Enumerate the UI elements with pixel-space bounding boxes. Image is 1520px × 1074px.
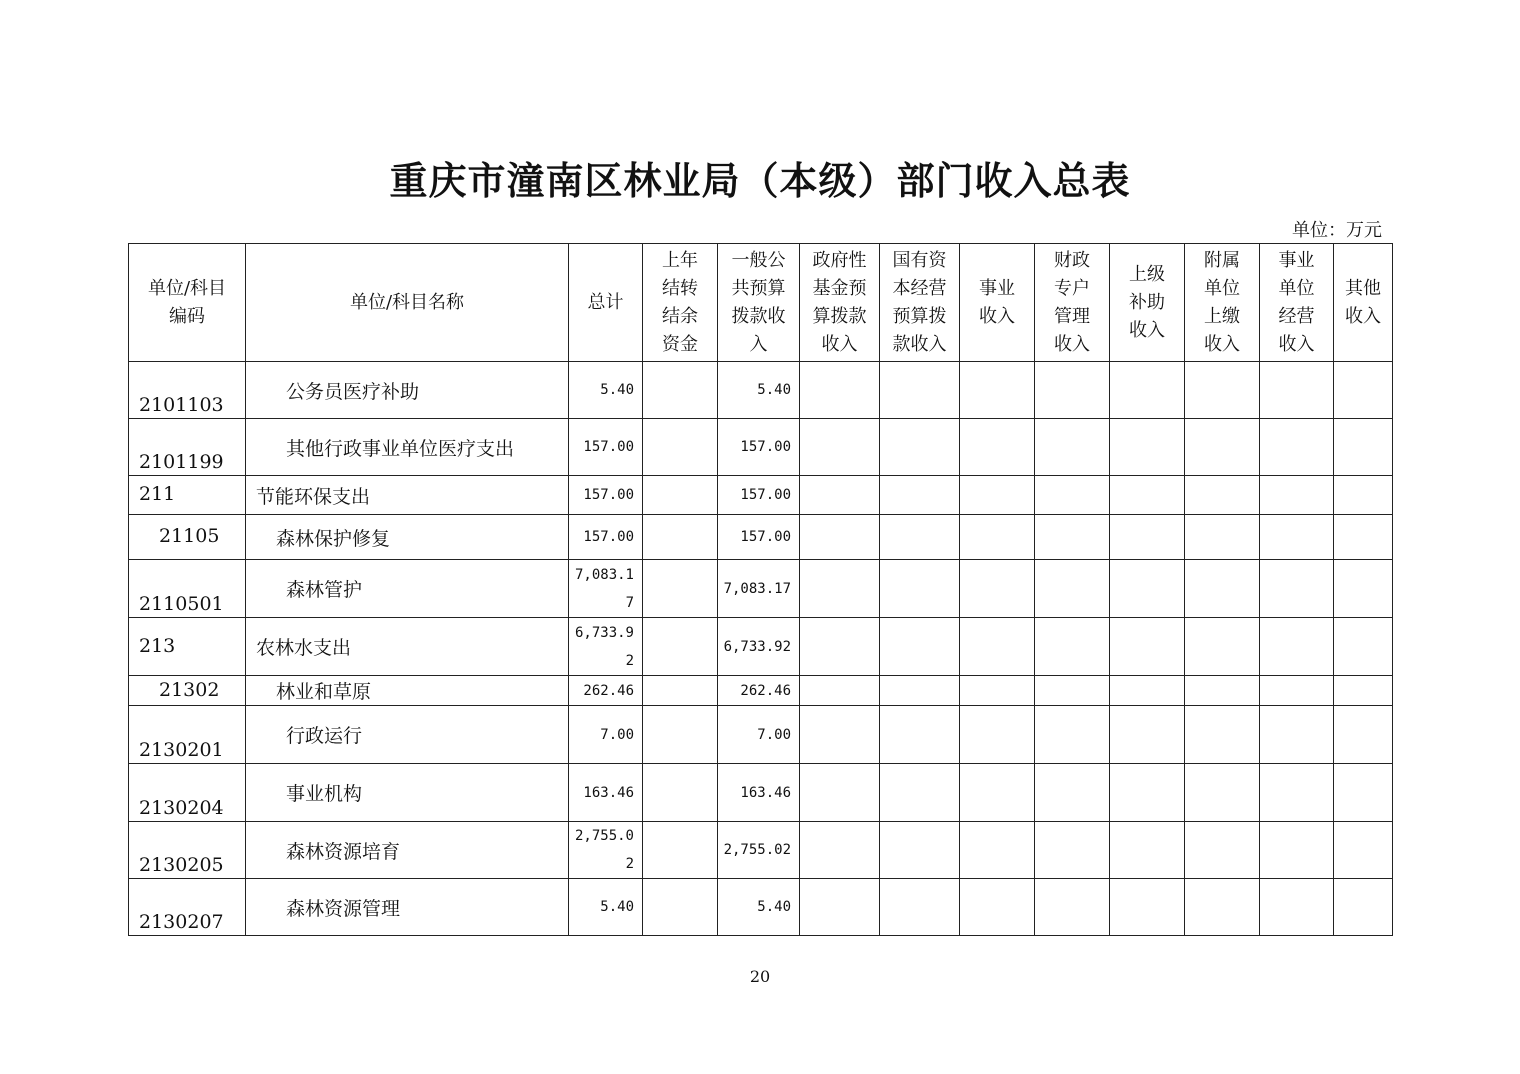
row-name: 事业机构 [246, 764, 569, 822]
row-total: 7,083.17 [569, 560, 643, 618]
table-row [129, 476, 1393, 515]
header-operating-income: 事业单位经营收入 [1260, 244, 1334, 362]
row-name: 林业和草原 [246, 676, 569, 706]
row-code: 2130201 [129, 706, 246, 764]
header-row [129, 244, 1393, 362]
page-number: 20 [749, 967, 771, 986]
table-row [129, 515, 1393, 560]
header-code: 单位/科目编码 [129, 244, 246, 362]
table-row [129, 618, 1393, 676]
row-code: 2110501 [129, 560, 246, 618]
header-other-income: 其他收入 [1334, 244, 1393, 362]
income-table [128, 243, 1393, 936]
header-general-budget: 一般公共预算拨款收入 [718, 244, 800, 362]
row-total: 7.00 [569, 706, 643, 764]
row-general-budget: 5.40 [718, 879, 800, 936]
row-general-budget: 163.46 [718, 764, 800, 822]
header-business-income: 事业收入 [960, 244, 1035, 362]
row-total: 2,755.02 [569, 822, 643, 879]
row-general-budget: 157.00 [718, 419, 800, 476]
row-general-budget: 6,733.92 [718, 618, 800, 676]
row-code: 211 [129, 476, 246, 515]
row-general-budget: 7,083.17 [718, 560, 800, 618]
header-gov-fund: 政府性基金预算拨款收入 [800, 244, 880, 362]
row-code: 213 [129, 618, 246, 676]
unit-label: 单位：万元 [1292, 220, 1382, 241]
row-total: 5.40 [569, 879, 643, 936]
header-affiliate-payment: 附属单位上缴收入 [1185, 244, 1260, 362]
page-title: 重庆市潼南区林业局（本级）部门收入总表 [389, 158, 1131, 203]
header-superior-subsidy: 上级补助收入 [1110, 244, 1185, 362]
table-row [129, 764, 1393, 822]
row-name: 农林水支出 [246, 618, 569, 676]
header-state-capital: 国有资本经营预算拨款收入 [880, 244, 960, 362]
row-name: 其他行政事业单位医疗支出 [246, 419, 569, 476]
row-total: 5.40 [569, 362, 643, 419]
table-row [129, 706, 1393, 764]
row-name: 公务员医疗补助 [246, 362, 569, 419]
row-name: 森林管护 [246, 560, 569, 618]
row-code: 21302 [129, 676, 246, 706]
row-name: 森林资源培育 [246, 822, 569, 879]
row-name: 森林资源管理 [246, 879, 569, 936]
row-total: 6,733.92 [569, 618, 643, 676]
row-general-budget: 2,755.02 [718, 822, 800, 879]
header-total: 总计 [569, 244, 643, 362]
row-code: 2130207 [129, 879, 246, 936]
row-name: 行政运行 [246, 706, 569, 764]
table-row [129, 362, 1393, 419]
row-general-budget: 157.00 [718, 476, 800, 515]
table-row [129, 822, 1393, 879]
row-total: 157.00 [569, 515, 643, 560]
table-row [129, 676, 1393, 706]
table-row [129, 419, 1393, 476]
row-general-budget: 5.40 [718, 362, 800, 419]
table-row [129, 879, 1393, 936]
header-fiscal-account: 财政专户管理收入 [1035, 244, 1110, 362]
header-carryover: 上年结转结余资金 [643, 244, 718, 362]
row-code: 2101103 [129, 362, 246, 419]
row-code: 2130204 [129, 764, 246, 822]
row-total: 262.46 [569, 676, 643, 706]
row-general-budget: 7.00 [718, 706, 800, 764]
row-name: 节能环保支出 [246, 476, 569, 515]
row-total: 163.46 [569, 764, 643, 822]
row-code: 2101199 [129, 419, 246, 476]
header-name: 单位/科目名称 [246, 244, 569, 362]
row-general-budget: 262.46 [718, 676, 800, 706]
table-row [129, 560, 1393, 618]
row-general-budget: 157.00 [718, 515, 800, 560]
row-total: 157.00 [569, 419, 643, 476]
row-code: 2130205 [129, 822, 246, 879]
row-code: 21105 [129, 515, 246, 560]
row-total: 157.00 [569, 476, 643, 515]
row-name: 森林保护修复 [246, 515, 569, 560]
